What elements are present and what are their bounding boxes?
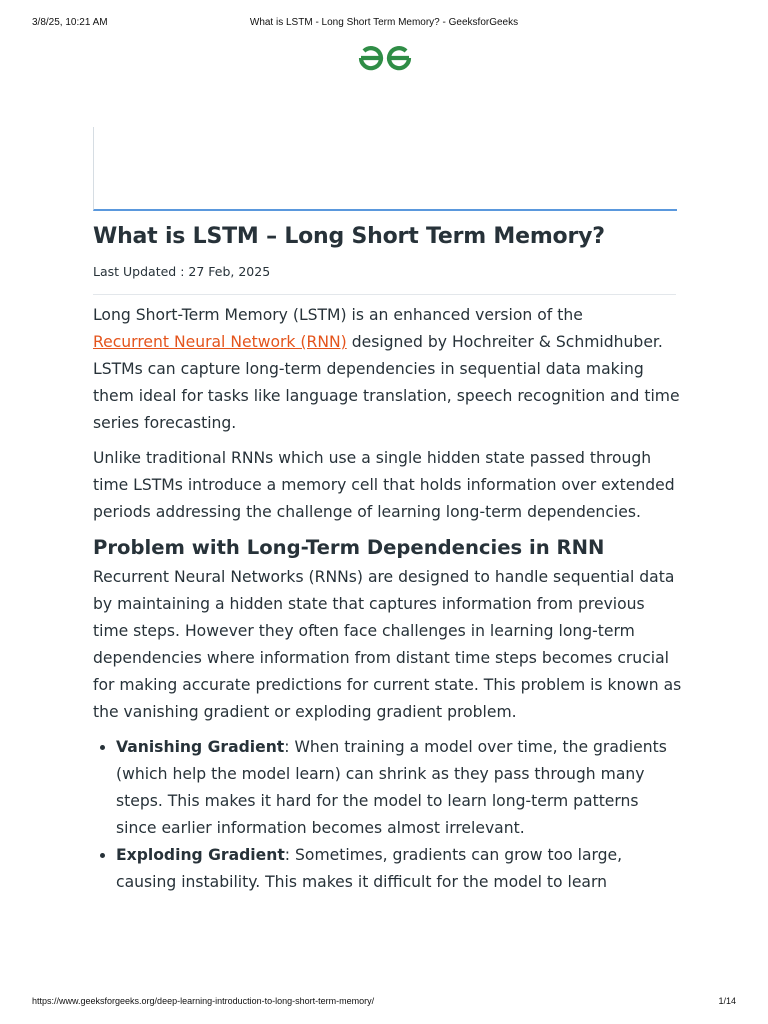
section-body: Recurrent Neural Networks (RNNs) are designed to handle sequential data by maintaining a hidden state that captures information from previous time steps. However they often face challenges in learning long-term dependencies where information from distant time steps becomes crucial for making accurate predictions for current state. This problem is known as the vanishing gradient or exploding gradient problem. bbox=[93, 568, 682, 721]
print-page-title: What is LSTM - Long Short Term Memory? - GeeksforGeeks bbox=[249, 17, 519, 28]
bullet-text: : Sometimes, gradients can grow too large, causing instability. This makes it difficult for the model to learn bbox=[116, 846, 623, 891]
geeksforgeeks-logo-icon[interactable] bbox=[355, 43, 415, 71]
bullet-term: Exploding Gradient bbox=[116, 846, 285, 864]
rnn-link[interactable]: Recurrent Neural Network (RNN) bbox=[93, 333, 347, 351]
article-title: What is LSTM – Long Short Term Memory? bbox=[93, 224, 605, 249]
last-updated: Last Updated : 27 Feb, 2025 bbox=[93, 264, 271, 279]
bullet-text: : When training a model over time, the gradients (which help the model learn) can shrink as they pass through many steps. This makes it hard for the model to learn long-term patterns since earlier information becomes almost irrelevant. bbox=[116, 738, 667, 837]
ad-placeholder bbox=[93, 127, 677, 211]
intro-text-end: designed by Hochreiter & Schmidhuber. LSTMs can capture long-term dependencies in sequential data making them ideal for tasks like language translation, speech recognition and time series forecasting. bbox=[93, 333, 680, 432]
intro-paragraph bbox=[93, 302, 683, 437]
intro-text-start: Long Short-Term Memory (LSTM) is an enhanced version of the bbox=[93, 306, 583, 324]
section-heading: Problem with Long-Term Dependencies in RNN bbox=[93, 536, 605, 559]
list-item bbox=[116, 842, 683, 896]
bullet-term: Vanishing Gradient bbox=[116, 738, 285, 756]
print-datetime: 3/8/25, 10:21 AM bbox=[32, 17, 108, 28]
paragraph-2: Unlike traditional RNNs which use a single hidden state passed through time LSTMs introduce a memory cell that holds information over extended periods addressing the challenge of learning long-term dependencies. bbox=[93, 449, 675, 521]
page-number: 1/14 bbox=[718, 996, 736, 1006]
print-url: https://www.geeksforgeeks.org/deep-learning-introduction-to-long-short-term-memory/ bbox=[32, 996, 375, 1006]
article-body bbox=[93, 302, 683, 896]
gradient-list bbox=[93, 734, 683, 896]
divider bbox=[93, 294, 676, 295]
list-item bbox=[116, 734, 683, 842]
